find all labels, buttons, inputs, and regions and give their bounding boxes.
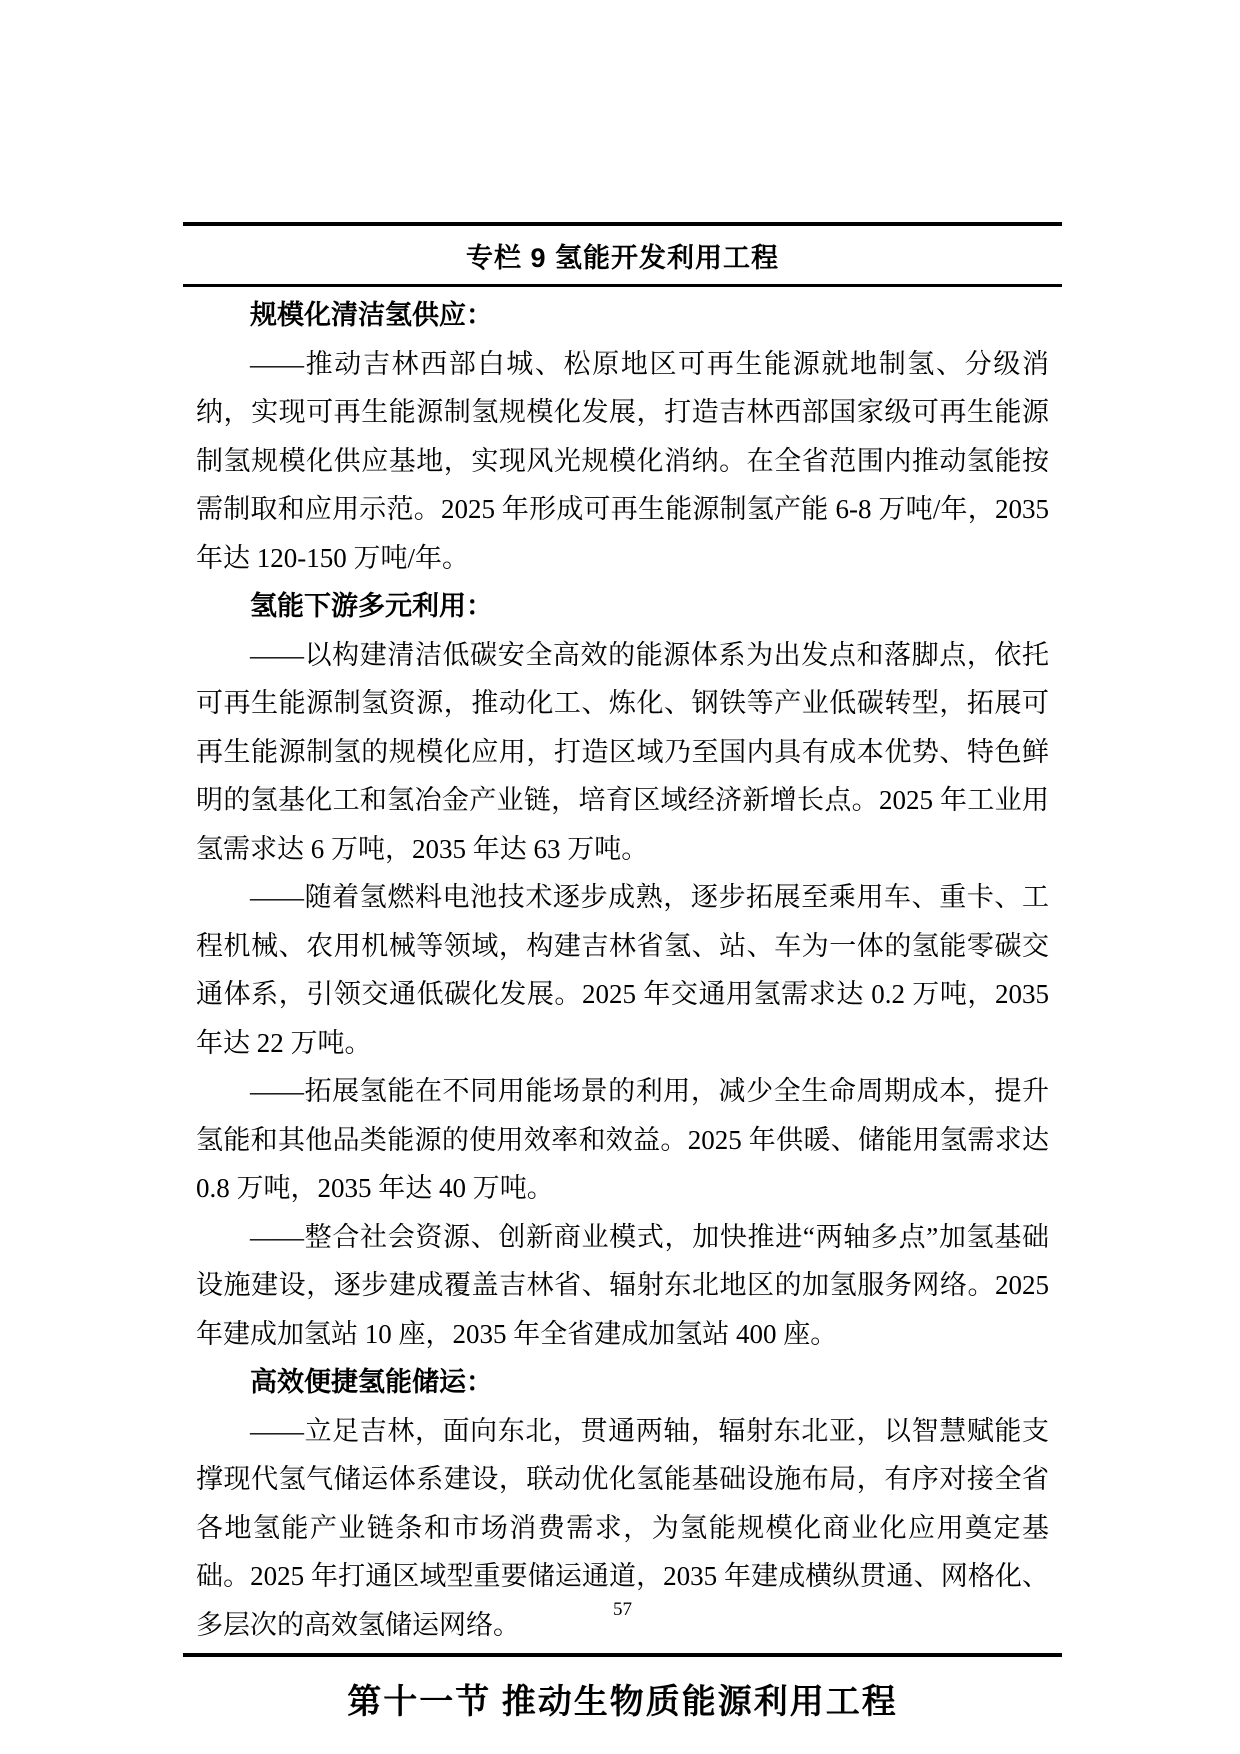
box-paragraph: ——以构建清洁低碳安全高效的能源体系为出发点和落脚点，依托可再生能源制氢资源，推动化工、炼化、钢铁等产业低碳转型，拓展可再生能源制氢的规模化应用，打造区域乃至国内具有成本优势、特色鲜明的氢基化工和氢冶金产业链，培育区域经济新增长点。2025 年工业用氢需求达 6 万吨，2035 年达 63 万吨。 (196, 639, 1049, 864)
box-paragraph: ——拓展氢能在不同用能场景的利用，减少全生命周期成本，提升氢能和其他品类能源的使用效率和效益。2025 年供暖、储能用氢需求达 0.8 万吨，2035 年达 40 万吨。 (196, 1076, 1049, 1203)
box-paragraph: ——推动吉林西部白城、松原地区可再生能源就地制氢、分级消纳，实现可再生能源制氢规模化发展，打造吉林西部国家级可再生能源制氢规模化供应基地，实现风光规模化消纳。在全省范围内推动氢能按需制取和应用示范。2025 年形成可再生能源制氢产能 6-8 万吨/年，2035 年达 120-150 万吨/年。 (196, 348, 1049, 573)
column-box (183, 222, 1062, 1657)
page-number: 57 (613, 1599, 632, 1620)
box-paragraph: ——随着氢燃料电池技术逐步成熟，逐步拓展至乘用车、重卡、工程机械、农用机械等领域，构建吉林省氢、站、车为一体的氢能零碳交通体系，引领交通低碳化发展。2025 年交通用氢需求达 0.2 万吨，2035 年达 22 万吨。 (196, 882, 1049, 1058)
column-box-body (183, 287, 1062, 1653)
box-paragraph: ——整合社会资源、创新商业模式，加快推进“两轴多点”加氢基础设施建设，逐步建成覆盖吉林省、辐射东北地区的加氢服务网络。2025 年建成加氢站 10 座，2035 年全省建成加氢站 400 座。 (196, 1221, 1049, 1349)
box-section-heading-storage: 高效便捷氢能储运： (250, 1367, 493, 1397)
column-box-title: 专栏 9 氢能开发利用工程 (183, 226, 1062, 287)
box-section-heading-downstream: 氢能下游多元利用： (250, 591, 493, 621)
box-section-heading-supply: 规模化清洁氢供应： (250, 300, 493, 330)
box-paragraph: ——立足吉林，面向东北，贯通两轴，辐射东北亚，以智慧赋能支撑现代氢气储运体系建设，联动优化氢能基础设施布局，有序对接全省各地氢能产业链条和市场消费需求，为氢能规模化商业化应用奠定基础。2025 年打通区域型重要储运通道，2035 年建成横纵贯通、网格化、多层次的高效氢储运网络。 (196, 1415, 1049, 1640)
next-section-heading: 第十一节 推动生物质能源利用工程 (347, 1684, 898, 1721)
document-content (183, 222, 1062, 1725)
